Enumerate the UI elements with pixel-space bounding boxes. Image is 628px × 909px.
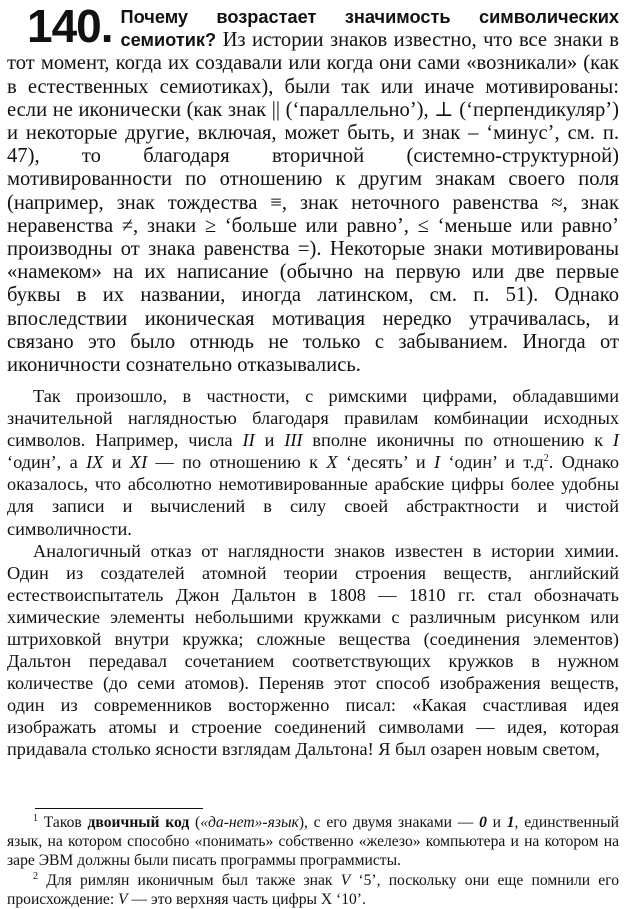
roman-numeral: X xyxy=(326,452,338,473)
text-run: , единственный язык, на котором способно «понимать» собственно «железо» компьютера и на котором на заре ЭВМ должны были писать программы программисты. xyxy=(7,814,619,870)
roman-numeral: V xyxy=(340,871,351,889)
text-run: — это верхняя часть цифры Х ‘10’. xyxy=(127,890,366,908)
roman-numeral: XI xyxy=(129,452,148,473)
text-run: ‘5’, поскольку они еще помнили его происхождение: xyxy=(7,871,620,908)
footnote-2 xyxy=(7,871,619,909)
paragraph-chemistry: Аналогичный отказ от наглядности знаков известен в истории химии. Один из создателей атомной теории строения веществ, английский естествоиспытатель Джон Дальтон в 1808 — 1810 гг. стал обозначать химические элементы небольшими кружками с различным рисунком или штриховкой внутри кружка; сложные вещества (соединения элементов) Дальтон передавал сочетанием соответствующих кружков в нужном количестве (до семи атомов). Переняв этот способ изображения веществ, один из современников восторженно писал: «Какая счастливая идея изображать атомы и строение соединений символами — идея, которая придавала столько ясности взглядам Дальтона! Я был озарен новым светом, xyxy=(7,540,619,759)
lead-text: Из истории знаков известно, что все знаки в тот момент, когда их создавали или когда они сами «возникали» (как в естественных семиотиках), были так или иначе мотивированы: если не иконически (как знак || (‘параллельно’), ⊥ (‘перпендикуляр’) и некоторые другие, включая, может быть, и знак – ‘минус’, см. п. 47), то благодаря вторичной (системно-структурной) мотивированности по отношению к другим знакам своего поля (например, знак тождества ≡, знак неточного равенства ≈, знак неравенства ≠, знаки ≥ ‘больше или равно’, ≤ ‘меньше или равно’ производны от знака равенства =). Некоторые знаки мотивированы «намеком» на их написание (обычно на первую или две первые буквы в их названии, иногда латинском, см. п. 51). Однако впоследствии иконическая мотивация нередко утрачивалась, и связано это было отнюдь не только с забыванием. Иногда от иконичности сознательно отказывались. xyxy=(7,29,619,377)
roman-numeral: III xyxy=(284,430,303,451)
roman-numeral: V xyxy=(118,890,128,908)
footnote-1 xyxy=(7,813,619,871)
footnote-mark: 1 xyxy=(33,812,38,824)
text-run: ), с его двумя знаками — xyxy=(298,814,480,832)
article-number: 140. xyxy=(27,0,113,52)
body-text xyxy=(7,385,619,760)
text-run: Таков xyxy=(38,814,88,832)
term: двоичный код xyxy=(87,814,190,832)
text-run: вполне иконичны по отношению к xyxy=(302,430,613,451)
text-run: и xyxy=(486,814,507,832)
text-run: ‘один’, а xyxy=(7,452,87,473)
text-run: ‘десять’ и xyxy=(337,452,434,473)
roman-numeral: I xyxy=(612,430,619,451)
text-run: Так произошло, в частности, с римскими цифрами, обладавшими значительной наглядностью благодаря правилам комбинации исходных символов. Например, числа xyxy=(7,386,619,451)
roman-numeral: II xyxy=(242,430,255,451)
footnote-mark: 2 xyxy=(33,870,38,882)
text-run: ( xyxy=(189,814,201,832)
roman-numeral: I xyxy=(434,452,441,473)
paragraph-roman-numerals xyxy=(7,385,619,539)
text-run: — по отношению к xyxy=(147,452,327,473)
article-heading: Почему возрастает значимость символических семиотик? xyxy=(120,7,619,51)
article-lead xyxy=(7,0,619,377)
book-page xyxy=(7,0,620,909)
footnote-ref[interactable]: 2 xyxy=(543,453,549,465)
binary-digit: 0 xyxy=(479,814,487,832)
footnote-divider xyxy=(35,808,203,809)
footnotes xyxy=(7,813,619,909)
text-run: Для римлян иконичным был также знак xyxy=(38,871,341,889)
binary-digit: 1 xyxy=(506,814,515,832)
text-run: . Однако оказалось, что абсолютно немотивированные арабские цифры более удобны для записи и вычислений в силу своей абстрактности и чистой символичности. xyxy=(7,452,619,539)
text-run: и xyxy=(254,430,285,451)
roman-numeral: IX xyxy=(86,452,104,473)
text-run: ‘один’ и т.д xyxy=(440,452,544,473)
text-run: и xyxy=(103,452,130,473)
term-gloss: «да-нет»-язык xyxy=(200,814,299,832)
